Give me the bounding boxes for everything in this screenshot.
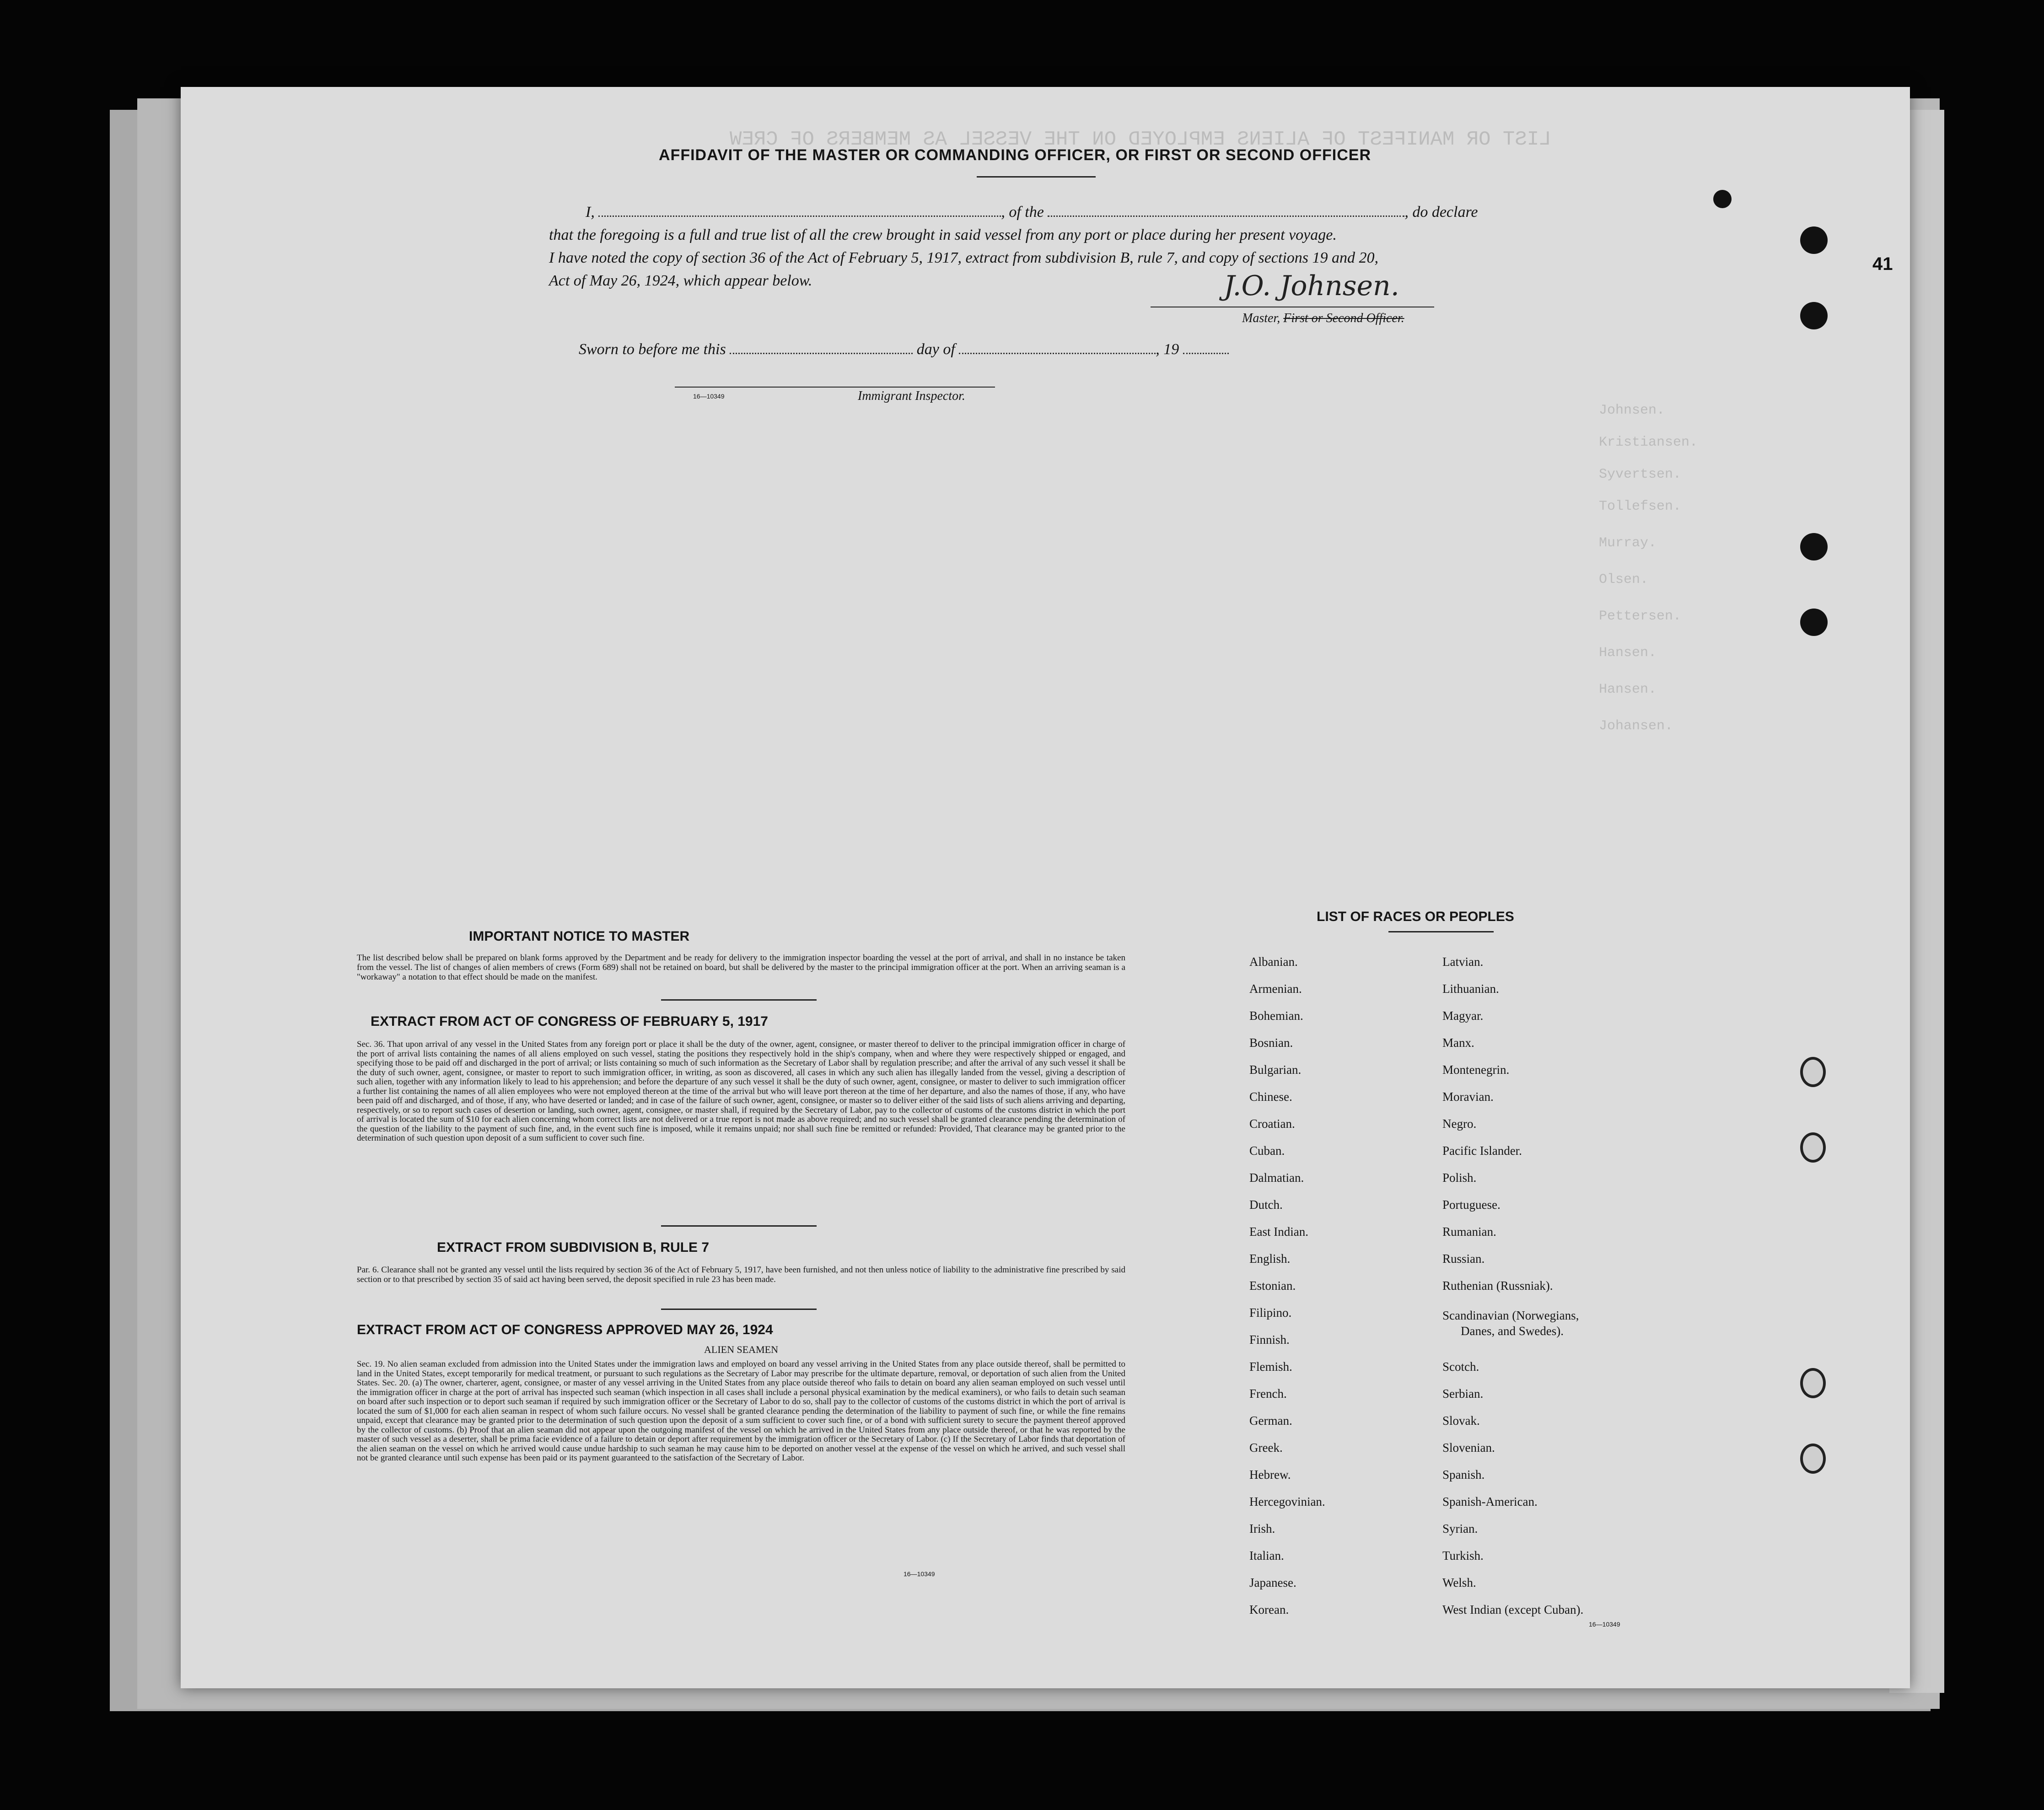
title-underline bbox=[977, 176, 1096, 178]
race-left: Estonian. bbox=[1249, 1279, 1296, 1293]
race-right: Russian. bbox=[1442, 1252, 1485, 1266]
affidavit-line-4: Act of May 26, 1924, which appear below. bbox=[549, 272, 812, 289]
race-right: Montenegrin. bbox=[1442, 1063, 1510, 1077]
year-label: , 19 bbox=[1156, 341, 1179, 358]
bleed-through-name: Hansen. bbox=[1599, 682, 1657, 697]
race-right: Lithuanian. bbox=[1442, 982, 1499, 996]
punch-hole bbox=[1800, 226, 1828, 254]
race-right: Portuguese. bbox=[1442, 1198, 1501, 1212]
bleed-through-name: Johansen. bbox=[1599, 718, 1673, 734]
ring-hole bbox=[1800, 1444, 1826, 1474]
race-right: Pacific Islander. bbox=[1442, 1144, 1522, 1158]
race-left: Chinese. bbox=[1249, 1090, 1292, 1104]
bleed-through-name: Pettersen. bbox=[1599, 609, 1682, 624]
race-right: Turkish. bbox=[1442, 1549, 1484, 1562]
divider bbox=[661, 1225, 817, 1227]
race-right: Scandinavian (Norwegians, bbox=[1442, 1309, 1579, 1322]
extract-1924-heading: EXTRACT FROM ACT OF CONGRESS APPROVED MAY 26, 1924 bbox=[357, 1322, 773, 1337]
subdivision-heading: EXTRACT FROM SUBDIVISION B, RULE 7 bbox=[437, 1240, 710, 1255]
sworn-row bbox=[579, 341, 1229, 358]
declare-label: , do declare bbox=[1404, 204, 1478, 221]
notice-heading: IMPORTANT NOTICE TO MASTER bbox=[469, 929, 690, 944]
race-right: Negro. bbox=[1442, 1117, 1477, 1131]
month-field[interactable] bbox=[959, 353, 1156, 354]
affidavit-title: AFFIDAVIT OF THE MASTER OR COMMANDING OFFICER, OR FIRST OR SECOND OFFICER bbox=[659, 146, 1371, 164]
race-left: Cuban. bbox=[1249, 1144, 1285, 1158]
bleed-through-name: Kristiansen. bbox=[1599, 435, 1698, 450]
race-right: Scotch. bbox=[1442, 1360, 1479, 1374]
race-right: Polish. bbox=[1442, 1171, 1477, 1185]
year-field[interactable] bbox=[1183, 353, 1229, 354]
race-left: English. bbox=[1249, 1252, 1291, 1266]
notice-text: The list described below shall be prepared on blank forms approved by the Department and be ready for delivery to the immigration inspector boarding the vessel at the port of arrival, and shall in no instance be taken from the vessel. The list of changes of alien members of crews (Form 689) shall not be retained on board, but shall be delivered by the master to the principal immigration officer at the port. When an arriving seaman is a "workaway" a notation to that effect should be made on the manifest. bbox=[357, 953, 1125, 982]
extract-1924-text: Sec. 19. No alien seaman excluded from admission into the United States under the immigration laws and employed on board any vessel arriving in the United States from any place outside thereof, shall be permitted to land in the United States, except temporarily for medical treatment, or pursuant to such regulations as the Secretary of Labor may prescribe for the ultimate departure, removal, or deportation of such alien from the United States. Sec. 20. (a) The owner, charterer, agent, consignee, or master of any vessel arriving in the United States from any place outside thereof who fails to detain on board any alien seaman employed on such vessel until the immigration officer in charge at the port of arrival has inspected such seaman (which inspection in all cases shall include a personal physical examination by the medical examiners), or who fails to detain such seaman on board after such inspection or to deport such seaman if required by such immigration officer or the Secretary of Labor to do so, shall pay to the collector of customs of the customs district in which the port of arrival is located the sum of $1,000 for each alien seaman in respect of whom such failure occurs. No vessel shall be granted clearance pending the determination of the liability to payment of such fine, or while the fine remains unpaid, except that clearance may be granted prior to the determination of such question upon the deposit of a sum sufficient to cover such fine, or of a bond with sufficient surety to secure the payment thereof approved by the collector of customs. (b) Proof that an alien seaman did not appear upon the outgoing manifest of the vessel on which he arrived in the United States from any place outside thereof, or that he was reported by the master of such vessel as a deserter, shall be prima facie evidence of a failure to detain or deport after requirement by the immigration officer or the Secretary of Labor. (c) If the Secretary of Labor finds that deportation of the alien seaman on the vessel on which he arrived would cause undue hardship to such seaman he may cause him to be deported on another vessel at the expense of the vessel on which he arrived, and such vessel shall not be granted clearance until such expense has been paid or its payment guaranteed to the satisfaction of the Secretary of Labor. bbox=[357, 1359, 1125, 1463]
name-field[interactable] bbox=[598, 215, 1001, 217]
sworn-label: Sworn to before me this bbox=[579, 341, 726, 358]
master-signature: J.O. Johnsen. bbox=[1224, 270, 1399, 302]
bleed-through-heading: LIST OR MANIFEST OF ALIENS EMPLOYED ON THE VESSEL AS MEMBERS OF CREW bbox=[730, 128, 1551, 151]
race-left: Croatian. bbox=[1249, 1117, 1295, 1131]
page-number: 41 bbox=[1872, 254, 1893, 274]
alien-seamen-subheading: ALIEN SEAMEN bbox=[704, 1344, 778, 1355]
day-of-label: day of bbox=[916, 341, 955, 358]
subdivision-text: Par. 6. Clearance shall not be granted any vessel until the lists required by section 36 of the Act of February 5, 1917, have been furnished, and not then unless notice of liability to the administrative fine prescribed by said section or to that prescribed by section 35 of said act having been served, the deposit specified in rule 23 has been made. bbox=[357, 1265, 1125, 1284]
ring-hole bbox=[1800, 1132, 1826, 1163]
race-right: Ruthenian (Russniak). bbox=[1442, 1279, 1553, 1293]
race-right: Latvian. bbox=[1442, 955, 1484, 969]
of-label: , of the bbox=[1001, 204, 1044, 221]
race-right: Moravian. bbox=[1442, 1090, 1494, 1104]
affidavit-line-3: I have noted the copy of section 36 of the Act of February 5, 1917, extract from subdivision B, rule 7, and copy of sections 19 and 20, bbox=[549, 249, 1379, 266]
race-right: West Indian (except Cuban). bbox=[1442, 1603, 1584, 1616]
extract-1917-text: Sec. 36. That upon arrival of any vessel in the United States from any foreign port or place it shall be the duty of the owner, agent, consignee, or master thereof to deliver to the principal immigration officer in charge of the port of arrival lists containing the names of all aliens employed on such vessel, stating the positions they respectively hold in the ship's company, when and where they were respectively shipped or engaged, and specifying those to be paid off and discharged in the port of arrival; or lists containing so much of such information as the Secretary of Labor shall by regulation prescribe; and after the arrival of any such vessel it shall be the duty of such owner, agent, consignee, or master to report to such immigration officer, in writing, as soon as discovered, all cases in which any such alien has illegally landed from the vessel, giving a description of such alien, together with any information likely to lead to his apprehension; and before the departure of any such vessel it shall be the duty of such owner, agent, consignee, or master to deliver to such immigration officer a further list containing the names of all alien employees who were not employed thereon at the time of the arrival but who will leave port thereon at the time of her departure, and also the names of those, if any, who have been paid off and discharged, and of those, if any, who have deserted or landed; and in case of the failure of such owner, agent, consignee, or master so to deliver either of the said lists of such aliens arriving and departing, respectively, or so to report such cases of desertion or landing, such owner, agent, consignee, or master shall, if required by the Secretary of Labor, pay to the collector of customs of the customs district in which the port of arrival is located the sum of $10 for each alien concerning whom correct lists are not delivered or a true report is not made as above required; and no such vessel shall be granted clearance pending the determination of the question of the liability to the payment of such fine, and, in the event such fine is imposed, while it remains unpaid; nor shall such fine be remitted or refunded: Provided, That clearance may be granted prior to the determination of such question upon deposit of a sum sufficient to cover such fine. bbox=[357, 1040, 1125, 1143]
race-left: French. bbox=[1249, 1387, 1287, 1401]
race-right: Magyar. bbox=[1442, 1009, 1484, 1023]
vessel-field[interactable] bbox=[1048, 215, 1404, 217]
divider bbox=[1388, 931, 1494, 932]
divider bbox=[661, 1309, 817, 1310]
race-left: Hebrew. bbox=[1249, 1468, 1291, 1481]
punch-hole bbox=[1800, 609, 1828, 636]
race-left: Italian. bbox=[1249, 1549, 1284, 1562]
race-right: Rumanian. bbox=[1442, 1225, 1496, 1239]
punch-hole bbox=[1800, 302, 1828, 329]
race-right: Manx. bbox=[1442, 1036, 1474, 1050]
race-right: Slovak. bbox=[1442, 1414, 1480, 1428]
punch-hole bbox=[1713, 190, 1732, 208]
i-label: I, bbox=[586, 204, 595, 221]
race-left: Flemish. bbox=[1249, 1360, 1292, 1374]
race-right: Spanish-American. bbox=[1442, 1495, 1538, 1508]
races-heading: LIST OF RACES OR PEOPLES bbox=[1317, 909, 1514, 924]
race-right: Welsh. bbox=[1442, 1576, 1476, 1589]
race-left: Korean. bbox=[1249, 1603, 1289, 1616]
affidavit-line-2: that the foregoing is a full and true list of all the crew brought in said vessel from any port or place during her present voyage. bbox=[549, 226, 1337, 243]
master-label: Master, bbox=[1242, 311, 1280, 325]
bleed-through-name: Olsen. bbox=[1599, 572, 1649, 587]
race-right: Slovenian. bbox=[1442, 1441, 1495, 1454]
race-left: Irish. bbox=[1249, 1522, 1275, 1535]
master-label-row bbox=[1242, 311, 1404, 326]
race-left: Dalmatian. bbox=[1249, 1171, 1304, 1185]
race-left: Bosnian. bbox=[1249, 1036, 1293, 1050]
race-right: Serbian. bbox=[1442, 1387, 1484, 1401]
master-struck-label: First or Second Officer. bbox=[1283, 311, 1404, 325]
race-right: Syrian. bbox=[1442, 1522, 1478, 1535]
race-left: Finnish. bbox=[1249, 1333, 1290, 1347]
bleed-through-name: Murray. bbox=[1599, 535, 1657, 551]
race-left: Albanian. bbox=[1249, 955, 1298, 969]
race-left: Armenian. bbox=[1249, 982, 1302, 996]
bleed-through-name: Johnsen. bbox=[1599, 403, 1665, 418]
race-left: Greek. bbox=[1249, 1441, 1283, 1454]
race-left: Bohemian. bbox=[1249, 1009, 1303, 1023]
inspector-line bbox=[675, 387, 995, 388]
race-left: German. bbox=[1249, 1414, 1292, 1428]
inspector-label: Immigrant Inspector. bbox=[858, 389, 965, 403]
form-number: 16—10349 bbox=[693, 393, 725, 400]
affidavit-line-1 bbox=[586, 204, 1478, 221]
form-number: 16—10349 bbox=[1589, 1621, 1620, 1628]
bleed-through-name: Syvertsen. bbox=[1599, 467, 1682, 482]
race-left: Dutch. bbox=[1249, 1198, 1283, 1212]
ring-hole bbox=[1800, 1057, 1826, 1087]
race-left: East Indian. bbox=[1249, 1225, 1308, 1239]
extract-1917-heading: EXTRACT FROM ACT OF CONGRESS OF FEBRUARY 5, 1917 bbox=[371, 1014, 768, 1029]
race-right: Spanish. bbox=[1442, 1468, 1485, 1481]
divider bbox=[661, 999, 817, 1001]
punch-hole bbox=[1800, 533, 1828, 560]
ring-hole bbox=[1800, 1368, 1826, 1398]
race-left: Bulgarian. bbox=[1249, 1063, 1302, 1077]
bleed-through-name: Tollefsen. bbox=[1599, 499, 1682, 514]
race-left: Hercegovinian. bbox=[1249, 1495, 1325, 1508]
form-number: 16—10349 bbox=[904, 1570, 935, 1578]
race-right: Danes, and Swedes). bbox=[1461, 1324, 1564, 1338]
sworn-date-field[interactable] bbox=[730, 353, 913, 354]
race-left: Japanese. bbox=[1249, 1576, 1296, 1589]
bleed-through-name: Hansen. bbox=[1599, 645, 1657, 661]
affidavit-page bbox=[181, 87, 1910, 1688]
race-left: Filipino. bbox=[1249, 1306, 1292, 1320]
